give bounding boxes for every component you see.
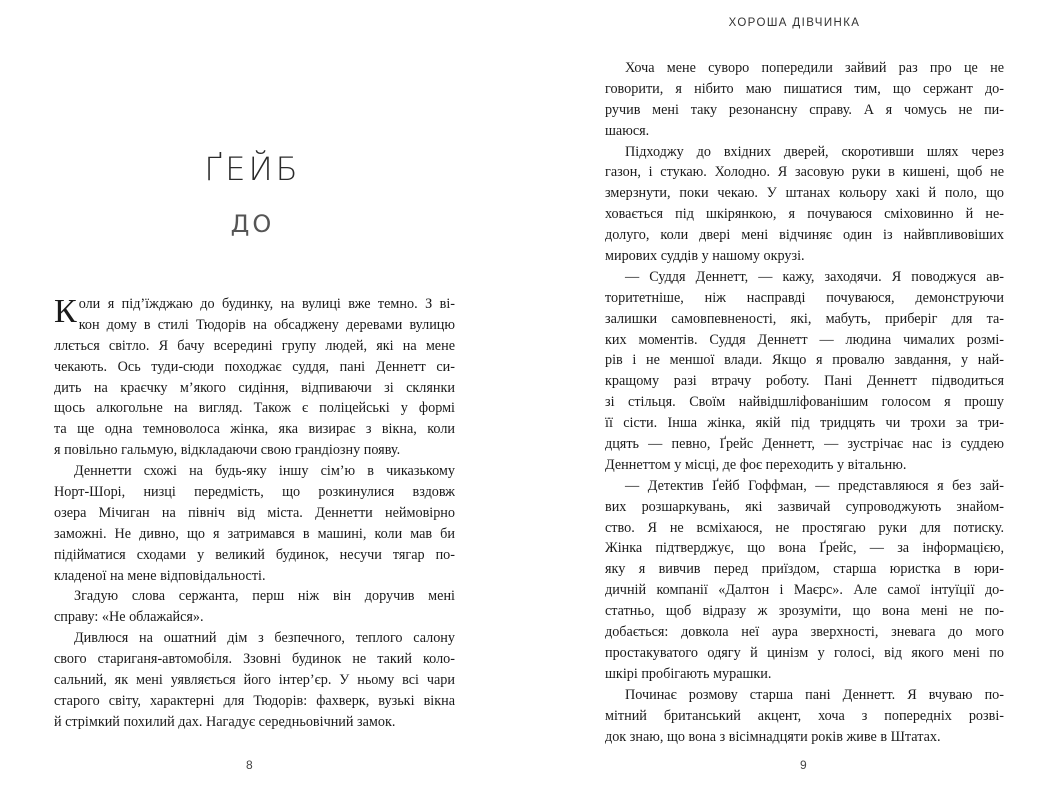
text-line: ховається під шкірянкою, я почуваюся сміховинно й не-	[605, 206, 1004, 223]
paragraph	[605, 267, 1004, 476]
page-number-right: 9	[800, 758, 807, 772]
text-line: добається: довкола неї аура зверхності, зневага до мого	[605, 624, 1004, 641]
text-line: дцять — певно, Ґрейс Деннетт, — зустрічає нас із суддею	[605, 436, 1004, 453]
text-line: — Детектив Ґейб Гоффман, — представляюся я без зай-	[625, 477, 1004, 494]
text-line: Жінка підтверджує, що вона Ґрейс, — за інформацією,	[605, 540, 1004, 557]
text-line: вих розшаркувань, які зазвичай супроводжують знайом-	[605, 498, 1004, 515]
text-line: торитетніше, ніж насправді почуваюся, демонструючи	[605, 289, 1004, 306]
text-line: й стрімкий похилий дах. Нагадує середньовічний замок.	[54, 713, 396, 730]
text-line: та ще одна темноволоса жінка, яка визирає з вікна, коли	[54, 421, 455, 438]
text-line: шкірі пробігають мурашки.	[605, 665, 772, 682]
text-line: сальний, як мені уявляється його інтер’єр. У ньому всі чари	[54, 672, 455, 689]
text-line: дить на краєчку м’якого сидіння, відпиваючи зі склянки	[54, 379, 455, 396]
chapter-title: ҐЕЙБ	[204, 150, 301, 188]
text-line: говорити, я нібито маю пишатися тим, що сержант до-	[605, 80, 1004, 97]
text-line: док знаю, що вона з вісімнадцяти років живе в Штатах.	[605, 728, 941, 745]
text-line: Згадую слова сержанта, перш ніж він доручив мені	[74, 588, 455, 605]
text-line: долуго, коли двері мені відчиняє один із найвпливовіших	[605, 227, 1004, 244]
text-line: Деннеттом у місці, де фоє переходить у вітальню.	[605, 456, 907, 473]
text-line: залишки самовпевненості, які, мабуть, приберіг для та-	[605, 310, 1004, 327]
paragraph	[605, 58, 1004, 142]
text-line: статньо, щоб відразу ж зрозуміти, що вона мені не по-	[605, 603, 1004, 620]
text-line: Дивлюся на ошатний дім з безпечного, теплого салону	[74, 630, 455, 647]
drop-cap: К	[54, 293, 77, 330]
text-line: підійматися сходами у великий будинок, несучи тягар по-	[54, 546, 455, 563]
paragraph	[54, 586, 455, 628]
right-page	[530, 0, 1059, 791]
text-line: простакуватого одягу й цинізм у голосі, від якого мені по	[605, 644, 1004, 661]
left-body-text	[54, 294, 455, 733]
text-line: газон, і стукаю. Холодно. Я засовую руки в кишені, щоб не	[605, 164, 1004, 181]
paragraph	[54, 628, 455, 732]
text-line: шаюся.	[605, 122, 650, 139]
text-line: змерзнути, поки чекаю. У штанах кольору хакі й поло, що	[605, 185, 1004, 202]
paragraph	[605, 476, 1004, 685]
text-line-content: оли я під’їжджаю до будинку, на вулиці вже темно. З ві-	[78, 296, 455, 312]
paragraph	[605, 685, 1004, 748]
text-line: ручив мені таку резонансну справу. А я чомусь не пи-	[605, 101, 1004, 118]
text-line: щось алкогольне на вигляд. Також є поліцейські у формі	[54, 400, 455, 417]
text-line: кращому разі втрачу роботу. Пані Деннетт підводиться	[605, 373, 1004, 390]
text-line: чекають. Ось туди-сюди походжає суддя, пані Деннетт си-	[54, 358, 455, 375]
text-line: мирових суддів у нашому окрузі.	[605, 248, 805, 265]
paragraph	[54, 461, 455, 586]
text-line: старого світу, характерні для Тюдорів: фахверк, вузькі вікна	[54, 692, 455, 709]
text-line: Починає розмову старша пані Деннетт. Я вчуваю по-	[625, 686, 1004, 703]
text-line: її сісти. Інша жінка, якій під тридцять чи трохи за три-	[605, 415, 1004, 432]
running-head: ХОРОША ДІВЧИНКА	[728, 17, 861, 29]
text-line: ких моментів. Суддя Деннетт — людина чималих розмі-	[605, 331, 1004, 348]
text-line: кладеної на мене відповідальності.	[54, 567, 266, 584]
text-line: я повільно гальмую, відкладаючи свою грандіозну появу.	[54, 442, 401, 459]
text-line: озера Мічиган на північ від міста. Деннетти неймовірно	[54, 504, 455, 521]
text-line: мітний британський акцент, хоча з попередніх розві-	[605, 707, 1004, 724]
text-line: зі стільця. Своїм найвідшліфованішим голосом я прошу	[605, 394, 1004, 411]
text-line: Деннетти схожі на будь-яку іншу сім’ю в чиказькому	[74, 463, 455, 480]
text-line: — Суддя Деннетт, — кажу, заходячи. Я поводжуся ав-	[625, 268, 1004, 285]
text-line: Підходжу до вхідних дверей, скоротивши шлях через	[625, 143, 1004, 160]
right-body-text	[605, 58, 1004, 747]
text-line: кон дому в стилі Тюдорів на обсаджену деревами вулицю	[78, 316, 455, 333]
chapter-subtitle: ДО	[230, 210, 275, 238]
text-line: рів і не меншої влади. Якщо я провалю завдання, у най-	[605, 352, 1004, 369]
text-line: Норт-Шорі, низці передмість, що розкинулися вздовж	[54, 484, 455, 501]
text-line: справу: «Не облажайся».	[54, 609, 204, 626]
text-line: Хоча мене суворо попередили зайвий раз про це не	[625, 60, 1004, 76]
paragraph	[54, 294, 455, 461]
text-line: заможні. Не дивно, що я затримався в машині, коли мав би	[54, 525, 455, 542]
text-line: яку я вивчив перед приїздом, старша юристка в юри-	[605, 561, 1004, 578]
page-number-left: 8	[246, 758, 253, 772]
text-line: свого стариганя-автомобіля. Ззовні будинок не такий коло-	[54, 651, 455, 668]
text-line: ство. Я не всміхаюся, не простягаю руки для потиску.	[605, 519, 1004, 536]
paragraph	[605, 142, 1004, 267]
text-line: дичній компанії «Далтон і Маєрс». Але самої інтуїції до-	[605, 582, 1004, 599]
text-line: ллється світло. Я бачу всередині групу людей, які на мене	[54, 337, 455, 354]
left-page	[0, 0, 529, 791]
